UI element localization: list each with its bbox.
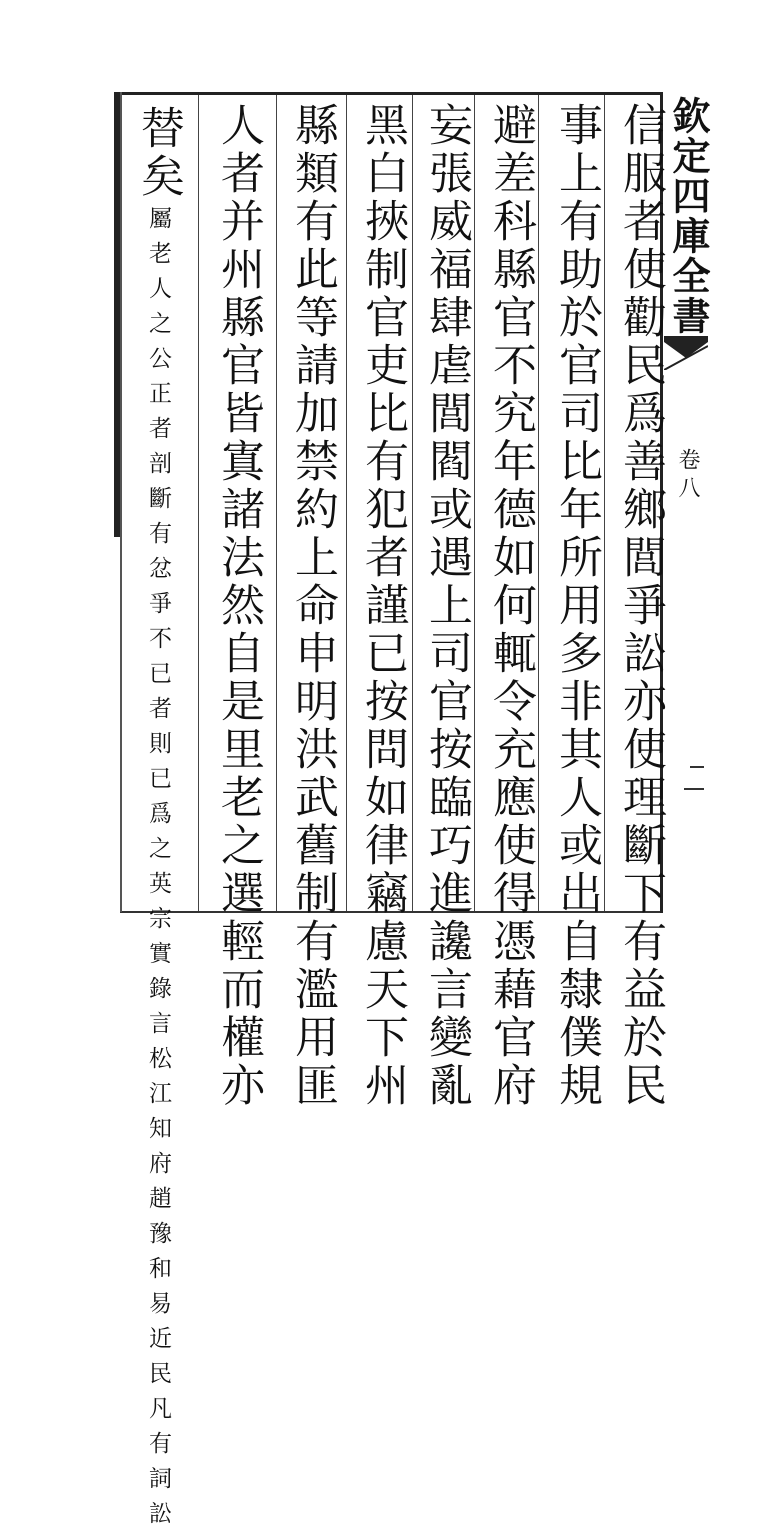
column-lead-text: 替矣 <box>133 105 184 201</box>
column-rule <box>276 95 277 911</box>
margin-tick <box>684 788 704 790</box>
text-column-3: 避差科縣官不究年德如何輒令充應使得憑藉官府 <box>485 102 536 1110</box>
text-column-4: 妄張威福肆虐閭閻或遇上司官按臨巧進讒言變亂 <box>421 102 472 1110</box>
book-title: 欽定四庫全書 <box>666 96 711 336</box>
frame-left-rule <box>120 92 122 912</box>
volume-label: 卷八 <box>675 448 700 504</box>
text-column-8 <box>130 105 190 1536</box>
fishtail-mark-icon <box>664 336 708 370</box>
text-column-1: 信服者使勸民爲善鄉閭爭訟亦使理斷下有益於民 <box>615 102 666 1110</box>
commentary-line-left: 屬老人之公正者剖斷有忿爭不已者則已爲之 <box>145 206 171 872</box>
column-rule <box>346 95 347 911</box>
frame-top-border <box>120 92 662 95</box>
column-rule <box>412 95 413 911</box>
text-column-2: 事上有助於官司比年所用多非其人或出自隸僕規 <box>551 102 602 1110</box>
commentary-note <box>143 206 173 1536</box>
text-column-7: 人者并州縣官皆寘諸法然自是里老之選輕而權亦 <box>213 102 264 1110</box>
commentary-line-right: 英宗實錄言松江知府趙豫和易近民凡有詞訟 <box>145 871 171 1536</box>
text-column-5: 黑白挾制官吏比有犯者謹已按問如律竊慮天下州 <box>357 102 408 1110</box>
text-column-6: 縣類有此等請加禁約上命申明洪武舊制有濫用匪 <box>287 102 338 1110</box>
column-rule <box>198 95 199 911</box>
margin-tick <box>690 766 704 768</box>
